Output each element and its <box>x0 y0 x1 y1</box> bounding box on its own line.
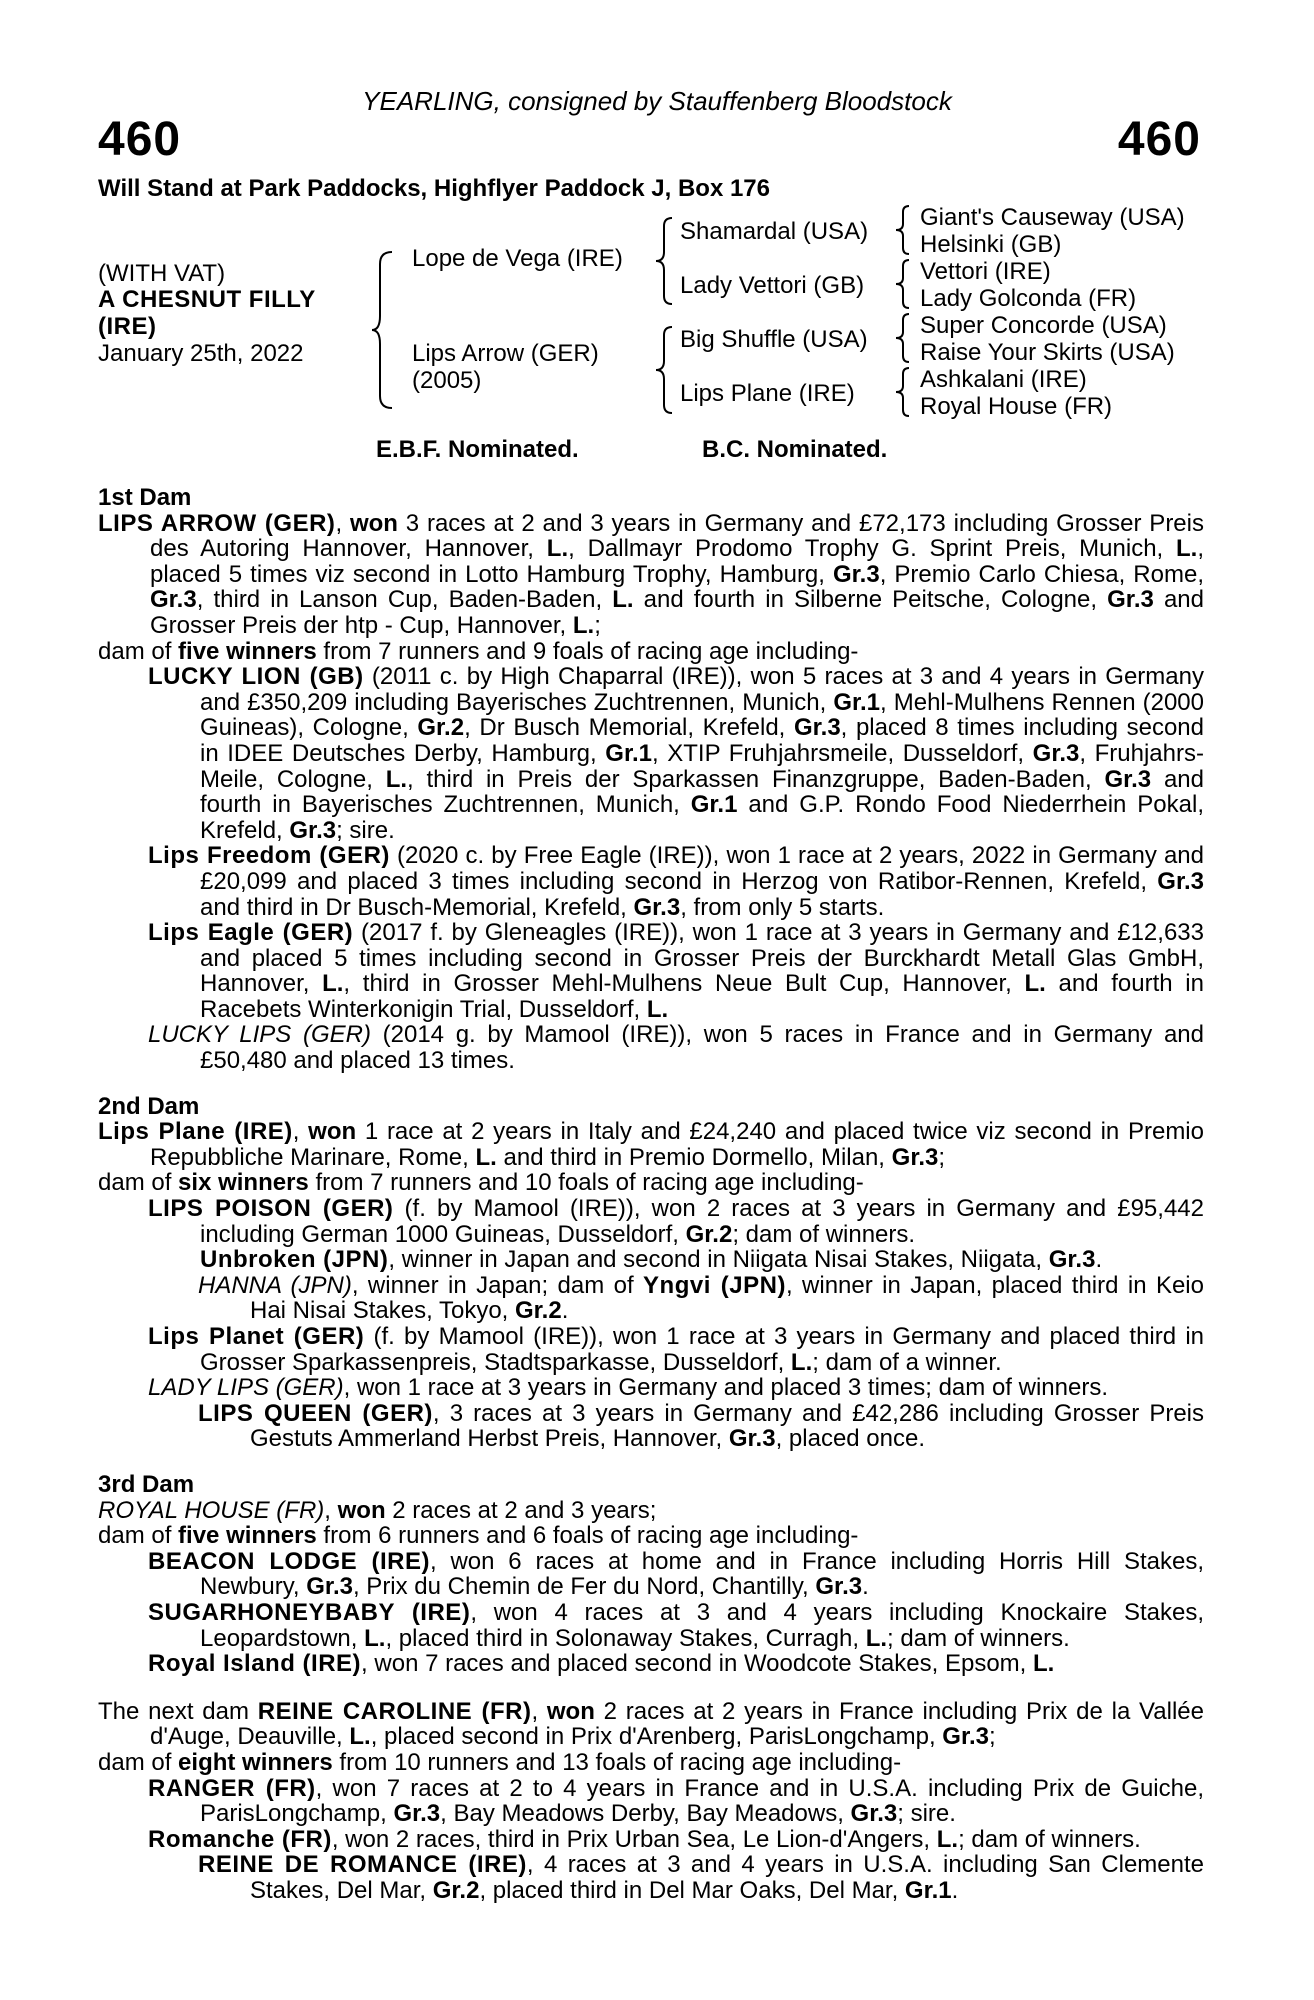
next-dam-record: The next dam REINE CAROLINE (FR), won 2 races at 2 years in France including Prix de la Vallée d'Auge, Deauville, L., placed second in Prix d'Arenberg, ParisLongchamp, Gr.3; <box>98 1697 1204 1751</box>
brace-ds <box>893 312 913 364</box>
second-dam-produce-summary: dam of six winners from 7 runners and 10 foals of racing age including- <box>98 1169 864 1197</box>
produce-lady-lips: LADY LIPS (GER), won 1 race at 3 years in Germany and placed 3 times; dam of winners. <box>148 1374 1108 1402</box>
produce-lucky-lion: LUCKY LION (GB) (2011 c. by High Chaparral (IRE)), won 5 races at 3 and 4 years in Germany and £350,209 including Bayerisches Zuchtrennen, Munich, Gr.1, Mehl-Mulhens Rennen (2000 Guineas), Cologne, Gr.2, Dr Busch Memorial, Krefeld, Gr.3, placed 8 times including second in IDEE Deutsches Derby, Hamburg, Gr.1, XTIP Fruhjahrsmeile, Dusseldorf, Gr.3, Fruhjahrs-Meile, Cologne, L., third in Preis der Sparkassen Finanzgruppe, Baden-Baden, Gr.3 and fourth in Bayerisches Zuchtrennen, Munich, Gr.1 and G.P. Rondo Food Niederrhein Pokal, Krefeld, Gr.3; sire. <box>148 663 1204 844</box>
dam-sire: Big Shuffle (USA) <box>680 326 868 353</box>
sire-dam: Lady Vettori (GB) <box>680 272 865 299</box>
produce-hanna: HANNA (JPN), winner in Japan; dam of Yngvi (JPN), winner in Japan, placed third in Keio Hai Nisai Stakes, Tokyo, Gr.2. <box>198 1271 1204 1325</box>
catalogue-body <box>98 485 1204 1903</box>
produce-unbroken: Unbroken (JPN), winner in Japan and second in Niigata Nisai Stakes, Niigata, Gr.3. <box>200 1246 1103 1274</box>
dd-sire: Ashkalani (IRE) <box>920 366 1087 393</box>
produce-beacon-lodge: BEACON LODGE (IRE), won 6 races at home and in France including Horris Hill Stakes, Newbury, Gr.3, Prix du Chemin de Fer du Nord, Chantilly, Gr.3. <box>148 1547 1205 1601</box>
produce-lips-freedom: Lips Freedom (GER) (2020 c. by Free Eagle (IRE)), won 1 race at 2 years, 2022 in Germany and £20,099 and placed 3 times including second in Herzog von Ratibor-Rennen, Krefeld, Gr.3 and third in Dr Busch-Memorial, Krefeld, Gr.3, from only 5 starts. <box>148 842 1204 921</box>
first-dam-produce-summary: dam of five winners from 7 runners and 9 foals of racing age including- <box>98 637 859 665</box>
produce-lucky-lips: LUCKY LIPS (GER) (2014 g. by Mamool (IRE)), won 5 races in France and in Germany and £50,480 and placed 13 times. <box>148 1021 1205 1075</box>
third-dam-record: ROYAL HOUSE (FR), won 2 races at 2 and 3 years; <box>98 1496 657 1524</box>
next-dam-produce-summary: dam of eight winners from 10 runners and 13 foals of racing age including- <box>98 1748 902 1776</box>
ebf-nomination: E.B.F. Nominated. <box>376 436 579 463</box>
vat-label: (WITH VAT) <box>98 260 226 287</box>
sire: Lope de Vega (IRE) <box>412 245 623 272</box>
horse-name-suffix: (IRE) <box>98 313 157 340</box>
produce-lips-poison: LIPS POISON (GER) (f. by Mamool (IRE)), won 2 races at 3 years in Germany and £95,442 including German 1000 Guineas, Dusseldorf, Gr.2; dam of winners. <box>148 1195 1204 1248</box>
produce-lips-planet: Lips Planet (GER) (f. by Mamool (IRE)), won 1 race at 3 years in Germany and placed third in Grosser Sparkassenpreis, Stadtsparkasse, Dusseldorf, L.; dam of a winner. <box>148 1323 1204 1376</box>
produce-sugarhoneybaby: SUGARHONEYBABY (IRE), won 4 races at 3 and 4 years including Knockaire Stakes, Leopardstown, L., placed third in Solonaway Stakes, Curragh, L.; dam of winners. <box>148 1598 1205 1652</box>
sire-brace <box>652 216 676 306</box>
brace-ss <box>893 204 913 256</box>
dd-dam: Royal House (FR) <box>920 393 1113 420</box>
second-dam-record: Lips Plane (IRE), won 1 race at 2 years in Italy and £24,240 and placed twice viz second in Premio Repubbliche Marinare, Rome, L. and third in Premio Dormello, Milan, Gr.3; <box>98 1118 1204 1171</box>
dam: Lips Arrow (GER) <box>412 340 599 367</box>
sd-sire: Vettori (IRE) <box>920 258 1051 285</box>
produce-lips-eagle: Lips Eagle (GER) (2017 f. by Gleneagles (IRE)), won 1 race at 3 years in Germany and £12,633 and placed 5 times including second in Grosser Preis der Burckhardt Metall Glas GmbH, Hannover, L., third in Grosser Mehl-Mulhens Neue Bult Cup, Hannover, L. and fourth in Racebets Winterkonigin Trial, Dusseldorf, L. <box>148 919 1204 1023</box>
bc-nomination: B.C. Nominated. <box>702 436 888 463</box>
brace-sd <box>893 258 913 310</box>
stand-location: Will Stand at Park Paddocks, Highflyer Paddock J, Box 176 <box>98 175 770 202</box>
ds-sire: Super Concorde (USA) <box>920 312 1167 339</box>
dam-year: (2005) <box>412 367 482 394</box>
lot-number-left: 460 <box>98 113 182 166</box>
foaling-date: January 25th, 2022 <box>98 340 304 367</box>
dam-dam: Lips Plane (IRE) <box>680 380 855 407</box>
produce-ranger: RANGER (FR), won 7 races at 2 to 4 years in France and in U.S.A. including Prix de Guiche, ParisLongchamp, Gr.3, Bay Meadows Derby, Bay Meadows, Gr.3; sire. <box>148 1774 1204 1828</box>
produce-reine-de-romance: REINE DE ROMANCE (IRE), 4 races at 3 and 4 years in U.S.A. including San Clemente Stakes, Del Mar, Gr.2, placed third in Del Mar Oaks, Del Mar, Gr.1. <box>198 1851 1204 1904</box>
first-dam-record: LIPS ARROW (GER), won 3 races at 2 and 3 years in Germany and £72,173 including Grosser Preis des Autoring Hannover, Hannover, L., Dallmayr Prodomo Trophy G. Sprint Preis, Munich, L., placed 5 times viz second in Lotto Hamburg Trophy, Hamburg, Gr.3, Premio Carlo Chiesa, Rome, Gr.3, third in Lanson Cup, Baden-Baden, L. and fourth in Silberne Peitsche, Cologne, Gr.3 and Grosser Preis der htp - Cup, Hannover, L.; <box>98 509 1205 639</box>
produce-royal-island: Royal Island (IRE), won 7 races and placed second in Woodcote Stakes, Epsom, L. <box>148 1650 1055 1678</box>
consignor-line: YEARLING, consigned by Stauffenberg Bloodstock <box>362 86 952 116</box>
ds-dam: Raise Your Skirts (USA) <box>920 339 1175 366</box>
dam-brace <box>652 325 676 415</box>
ss-dam: Helsinki (GB) <box>920 231 1062 258</box>
third-dam-produce-summary: dam of five winners from 6 runners and 6 foals of racing age including- <box>98 1522 859 1550</box>
second-dam-heading: 2nd Dam <box>98 1092 200 1120</box>
first-dam-heading: 1st Dam <box>98 484 192 511</box>
produce-romanche: Romanche (FR), won 2 races, third in Prix Urban Sea, Le Lion-d'Angers, L.; dam of winners. <box>148 1825 1141 1853</box>
pedigree-brace <box>370 250 400 410</box>
sd-dam: Lady Golconda (FR) <box>920 285 1137 312</box>
produce-lips-queen: LIPS QUEEN (GER), 3 races at 3 years in Germany and £42,286 including Grosser Preis Gestuts Ammerland Herbst Preis, Hannover, Gr.3, placed once. <box>198 1399 1204 1453</box>
lot-number-right: 460 <box>1117 113 1201 166</box>
sire-sire: Shamardal (USA) <box>680 218 869 245</box>
ss-sire: Giant's Causeway (USA) <box>920 204 1185 231</box>
brace-dd <box>893 366 913 418</box>
third-dam-heading: 3rd Dam <box>98 1470 195 1498</box>
horse-name: A CHESNUT FILLY <box>98 286 316 313</box>
